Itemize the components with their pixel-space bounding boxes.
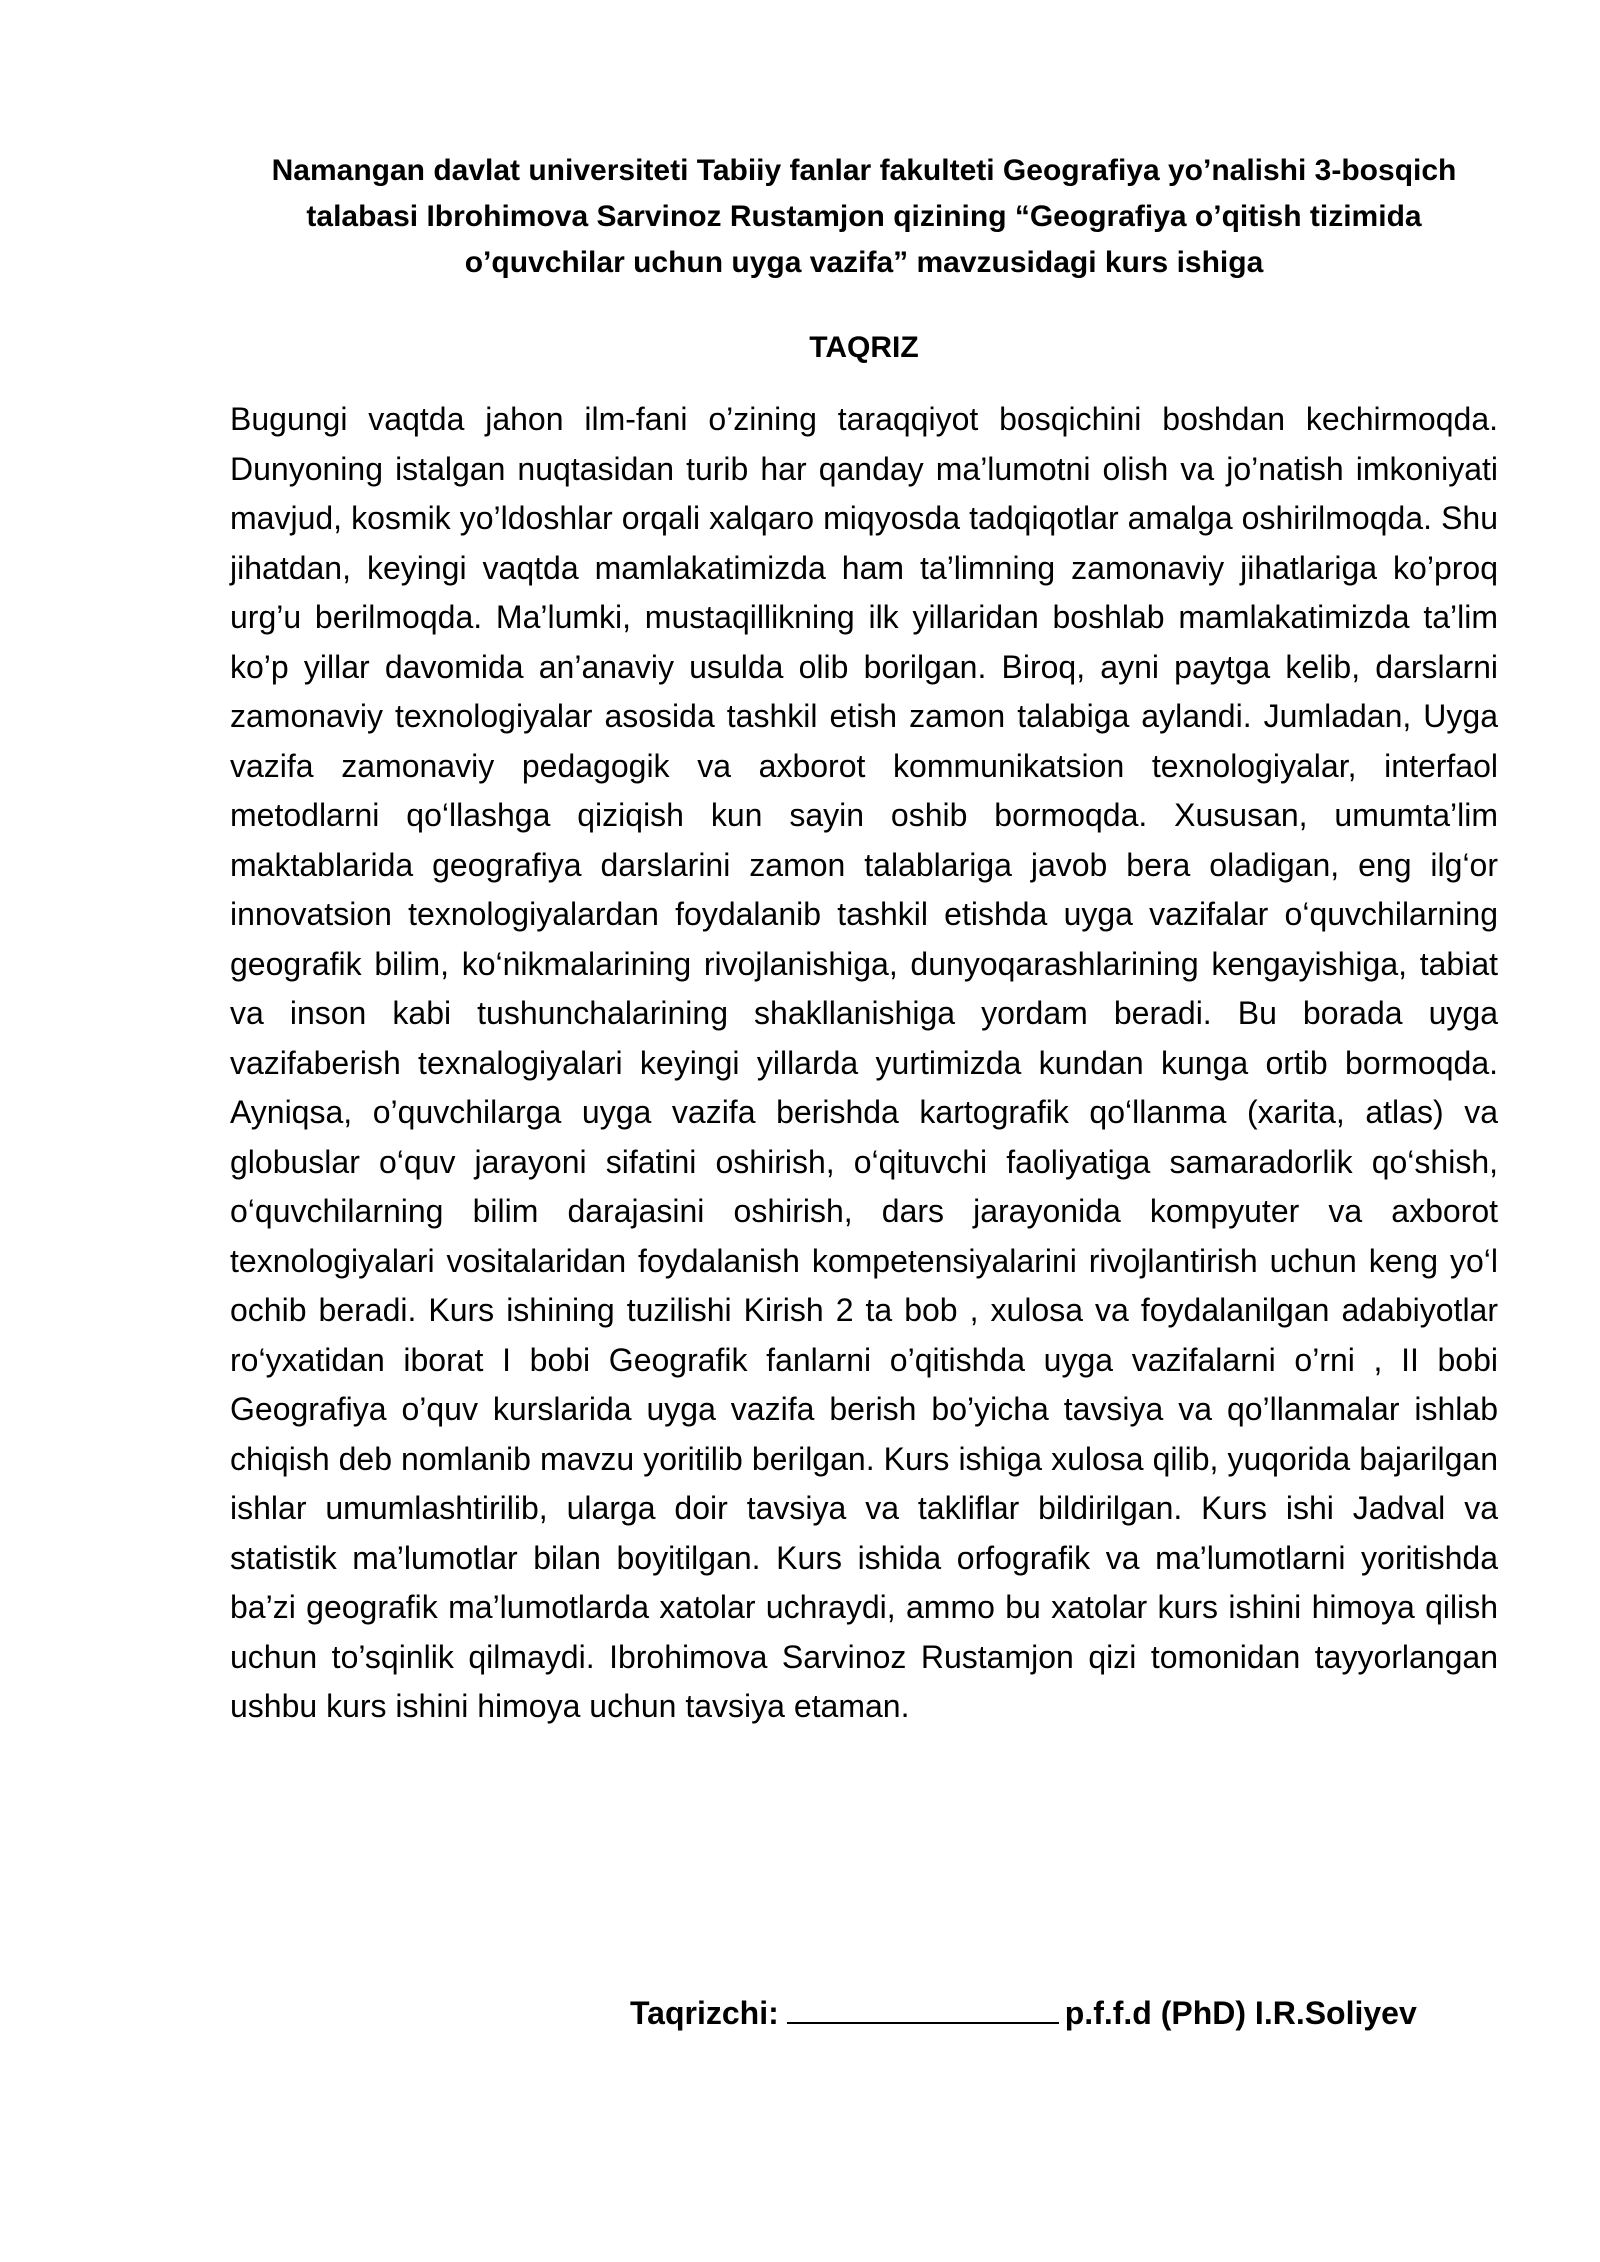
signature-block	[630, 1990, 1530, 2036]
review-body: Bugungi vaqtda jahon ilm-fani o’zining taraqqiyot bosqichini boshdan kechirmoqda. Dunyoning istalgan nuqtasidan turib har qanday ma’lumotni olish va jo’natish imkoniyati mavjud, kosmik yo’ldoshlar orqali xalqaro miqyosda tadqiqotlar amalga oshirilmoqda. Shu jihatdan, keyingi vaqtda mamlakatimizda ham ta’limning zamonaviy jihatlariga ko’proq urg’u berilmoqda. Ma’lumki, mustaqillikning ilk yillaridan boshlab mamlakatimizda ta’lim ko’p yillar davomida an’anaviy usulda olib borilgan. Biroq, ayni paytga kelib, darslarni zamonaviy texnologiyalar asosida tashkil etish zamon talabiga aylandi. Jumladan, Uyga vazifa zamonaviy pedagogik va axborot kommunikatsion texnologiyalar, interfaol metodlarni qo‘llashga qiziqish kun sayin oshib bormoqda. Xususan, umumta’lim maktablarida geografiya darslarini zamon talablariga javob bera oladigan, eng ilg‘or innovatsion texnologiyalardan foydalanib tashkil etishda uyga vazifalar o‘quvchilarning geografik bilim, ko‘nikmalarining rivojlanishiga, dunyoqarashlarining kengayishiga, tabiat va inson kabi tushunchalarining shakllanishiga yordam beradi. Bu borada uyga vazifaberish texnalogiyalari keyingi yillarda yurtimizda kundan kunga ortib bormoqda. Ayniqsa, o’quvchilarga uyga vazifa berishda kartografik qo‘llanma (xarita, atlas) va globuslar o‘quv jarayoni sifatini oshirish, o‘qituvchi faoliyatiga samaradorlik qo‘shish, o‘quvchilarning bilim darajasini oshirish, dars jarayonida kompyuter va axborot texnologiyalari vositalaridan foydalanish kompetensiyalarini rivojlantirish uchun keng yo‘l ochib beradi. Kurs ishining tuzilishi Kirish 2 ta bob , xulosa va foydalanilgan adabiyotlar ro‘yxatidan iborat I bobi Geografik fanlarni o’qitishda uyga vazifalarni o’rni , II bobi Geografiya o’quv kurslarida uyga vazifa berish bo’yicha tavsiya va qo’llanmalar ishlab chiqish deb nomlanib mavzu yoritilib berilgan. Kurs ishiga xulosa qilib, yuqorida bajarilgan ishlar umumlashtirilib, ularga doir tavsiya va takliflar bildirilgan. Kurs ishi Jadval va statistik ma’lumotlar bilan boyitilgan. Kurs ishida orfografik va ma’lumotlarni yoritishda ba’zi geografik ma’lumotlarda xatolar uchraydi, ammo bu xatolar kurs ishini himoya qilish uchun to’sqinlik qilmaydi. Ibrohimova Sarvinoz Rustamjon qizi tomonidan tayyorlangan ushbu kurs ishini himoya uchun tavsiya etaman.	[230, 401, 1498, 1724]
reviewer-name: p.f.f.d (PhD) I.R.Soliyev	[1064, 1995, 1417, 2031]
document-title: Namangan davlat universiteti Tabiiy fanlar fakulteti Geografiya yo’nalishi 3-bosqich talabasi Ibrohimova Sarvinoz Rustamjon qizining “Geografiya o’qitish tizimida o’quvchilar uchun uyga vazifa” mavzusidagi kurs ishiga	[271, 154, 1457, 279]
reviewer-label: Taqrizchi:	[630, 1995, 779, 2031]
document-heading: TAQRIZ	[809, 331, 919, 364]
signature-line	[787, 1992, 1059, 2024]
